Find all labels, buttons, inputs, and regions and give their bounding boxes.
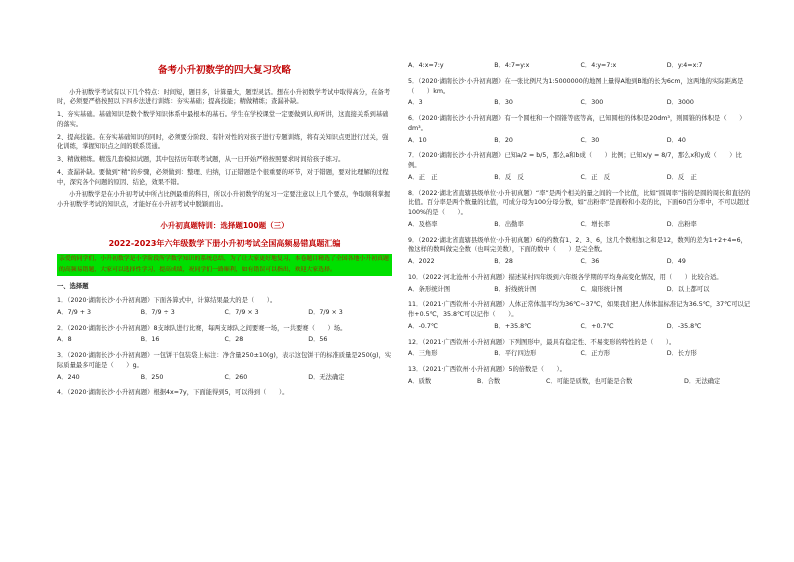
question-stem: 3．（2020·湖南长沙·小升初真题）一包饼干包装袋上标注：净含量250±10(g)，表示这包饼干的标准质量是250(g)，实际质量最多可能是（ ）g。	[57, 352, 392, 369]
option: D．7/9 × 3	[308, 308, 343, 316]
option: D．3000	[666, 99, 694, 107]
option: B．20	[494, 136, 513, 144]
options-row	[408, 173, 753, 183]
option: C．扇形统计图	[580, 285, 623, 293]
question-stem: 11．（2021·广西钦州·小升初真题）人体正常体温平均为36℃~37℃，如果我们把人体体温标准记为36.5℃，37℃可以记作+0.5℃，35.8℃可以记作（ ）。	[408, 301, 751, 318]
option: A．三角形	[408, 350, 438, 358]
options-row	[408, 220, 753, 230]
option: B．28	[494, 258, 513, 265]
option: D．无法确定	[308, 373, 345, 381]
option: D．反 正	[666, 173, 697, 181]
option: C．7/9 × 3	[224, 308, 259, 316]
option: C．正方形	[580, 350, 611, 358]
question-stem: 8．（2022·湖北省直辖县级单位·小升初真题）“率”是两个相关的量之间的一个比值，比如“圆周率”指的是圆的周长和直径的比值。百分率是两个数量的比值，可成分母为100分母分数，如“出粉率”是面粉和小麦的比，下面60百分率中，不可以超过100%的是（ ）。	[408, 189, 751, 216]
options-row	[408, 136, 753, 146]
question-stem: 6．（2020·湖南长沙·小升初真题）有一个圆柱和一个圆锥等底等高，已知圆柱的体积是20dm³，则圆锥的体积是（ ）dm³。	[408, 115, 746, 132]
question-stem: 9．（2022·湖北省直辖县级单位·小升初真题）6的约数有1、2、3、6，这几个数相加之和是12，数列的差为1+2+4=6，像这样的数叫做完全数（也叫完美数），下面的数中（ ）是完全数。	[408, 236, 747, 254]
options-row	[408, 98, 753, 108]
option: B．+35.8℃	[494, 322, 532, 330]
options-row	[408, 257, 753, 267]
option: C．36	[580, 258, 600, 265]
option: A．-0.7℃	[408, 322, 438, 330]
option: B．7/9 ÷ 3	[140, 308, 175, 316]
question-stem: 1．（2020·湖南长沙·小升初真题）下面各算式中，计算结果最大的是（ ）。	[57, 297, 277, 305]
tip-3: 3、精做精练。精选几套模拟试题，其中包括历年联考试题，从一日开始严格按照要求时间给孩子练习。	[57, 156, 345, 164]
option: B．折线统计图	[494, 285, 537, 293]
options-row	[408, 377, 753, 387]
tip-1: 1、夯实基础。基础知识是数个数学知识体系中最根本的基石。学生在学校课堂一定要做到认真听讲，这直接关系到基础的落实。	[57, 111, 389, 128]
option: C．增长率	[580, 220, 611, 228]
question-stem: 10．（2022·河北沧州·小升初真题）描述某村四年级到六年级各学期的平均身高变化情况，用（ ）比较合适。	[408, 273, 723, 281]
section-title: 小升初真题特训：选择题100题（三）	[160, 220, 289, 230]
question-stem: 5．（2020·湖南长沙·小升初真题）在一张比例尺为1:5000000的地图上量得A地到B地的长为6cm，这两地的实际距离是（ ）km。	[408, 77, 744, 95]
option: D．-35.8℃	[666, 322, 702, 330]
option: B．250	[140, 373, 164, 381]
closing-paragraph: 小升初数学是在小升初考试中所占比例最重的科目，所以小升初数学的复习一定要注意以上几个要点，争取顺利掌握小升初数学考试的知识点，才能好在小升初考试中脱颖而出。	[57, 191, 391, 209]
question-stem: 12．（2021·广西钦州·小升初真题）下列图形中，最具有稳定性、不易变形的特性的是（ ）。	[408, 338, 676, 346]
option: B．合数	[477, 377, 501, 385]
option: D．以上都可以	[666, 285, 710, 293]
option: C．可能是质数，也可能是合数	[546, 377, 633, 385]
tip-4: 4、查漏补缺。要做到“精”的步骤，必须做到：整理、归纳，订正错题是个很重要的环节，对于错题，要对比理解的过程中，深究各个问题的原因、结论，效果不错。	[57, 168, 389, 186]
options-row	[57, 308, 392, 318]
option: A．4:x=7:y	[408, 62, 444, 69]
option: C．正 反	[580, 173, 611, 181]
option: B．平行四边形	[494, 350, 537, 358]
options-row	[408, 285, 753, 295]
options-row	[408, 322, 753, 332]
intro-paragraph: 小升初数学考试有以下几个特点：时间短，题目多，计算量大，题型灵活。想在小升初数学考试中取得高分，在备考时，必须要严格按照以下四步法进行训练：夯实基础；提高技能；精做精练；查漏补缺。	[57, 88, 391, 106]
option: A．及格率	[408, 220, 438, 228]
option: D．y:4=x:7	[666, 62, 703, 69]
option: A．10	[408, 136, 427, 144]
option: C．+0.7℃	[580, 322, 614, 330]
option: A．条形统计图	[408, 285, 451, 293]
right-column	[408, 60, 753, 393]
option: A．正 正	[408, 173, 438, 181]
question-stem: 4．（2020·湖南长沙·小升初真题）根据4x=7y，下面能得到5，可以得到（ ）。	[57, 389, 289, 397]
option: C．260	[224, 373, 248, 381]
options-row	[408, 61, 753, 71]
option: C．28	[224, 336, 244, 344]
options-row	[57, 373, 392, 383]
option: D．56	[308, 336, 328, 344]
part-title: 一、选择题	[57, 283, 89, 291]
options-row	[408, 349, 753, 359]
option: C．30	[580, 136, 600, 144]
question-stem: 13．（2021·广西钦州·小升初真题）5的倍数是（ ）。	[408, 366, 566, 373]
question-stem: 2．（2020·湖南长沙·小升初真题）8支球队进行比赛，每两支球队之间要赛一场，一共要赛（ ）场。	[57, 324, 347, 332]
option: D．无法确定	[684, 377, 721, 385]
option: D．49	[666, 258, 686, 265]
option: A．3	[408, 99, 423, 107]
option: C．300	[580, 99, 604, 107]
tip-2: 2、提高技能。在夯实基础知识的同时，必须要分阶段、有针对性的对孩子进行专题训练，将有关知识点更进行过关，强化训练，掌握知识点之间的联系贯通。	[57, 133, 389, 151]
option: B．反 反	[494, 173, 524, 181]
option: A．240	[57, 373, 80, 381]
document-title: 备考小升初数学的四大复习攻略	[157, 65, 291, 76]
option: D．长方形	[666, 350, 697, 358]
option: D．40	[666, 136, 686, 144]
option: A．质数	[408, 377, 432, 385]
notice-box: 亲爱的同学们，小升初数学是小学阶段所学数学知识的系统总结，为了让大家更好地复习，本卷题目精选了全国各地小升初真题的高频易错题，大家可以选择性学习，提高成绩，祝同学们一路顺利，如有错误可以指出，欢迎大家选择。	[57, 254, 392, 276]
left-column	[57, 58, 392, 400]
option: B．30	[494, 99, 513, 107]
options-row	[57, 335, 392, 345]
sub-title: 2022-2023年六年级数学下册小升初考试全国高频易错真题汇编	[108, 238, 341, 248]
option: D．出粉率	[666, 220, 697, 228]
option: B．出勤率	[494, 220, 524, 228]
option: B．4:7=y:x	[494, 62, 530, 69]
option: A．7/9 + 3	[57, 308, 92, 316]
question-stem: 7．（2020·湖南长沙·小升初真题）已知a/2 = b/5，那么a和b成（ ）比例；已知x/y = 8/7，那么x和y成（ ）比例。	[408, 152, 742, 169]
option: C．4:y=7:x	[580, 62, 617, 69]
option: A．2022	[408, 258, 435, 265]
option: A．8	[57, 336, 72, 344]
option: B．16	[140, 336, 160, 344]
